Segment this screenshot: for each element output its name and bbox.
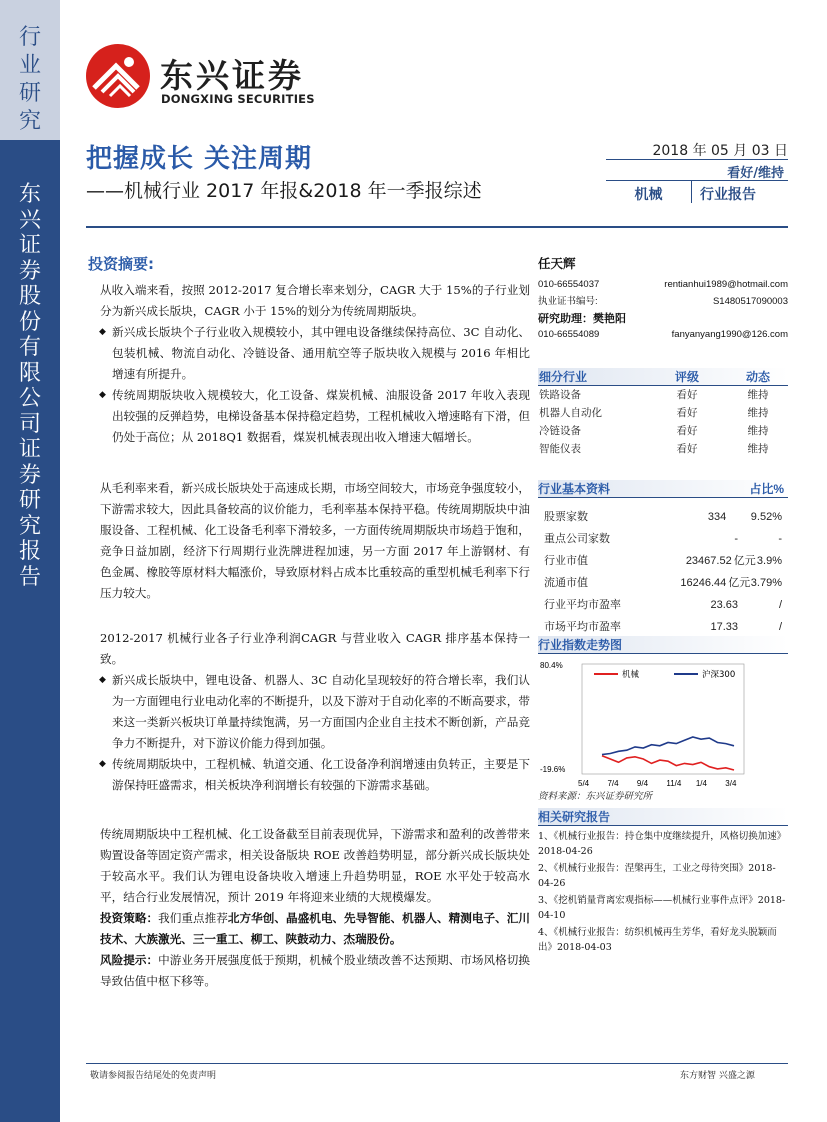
table-row: 冷链设备 看好 维持: [539, 425, 769, 437]
related-reports-header: 相关研究报告: [538, 808, 788, 826]
table-row: 铁路设备 看好 维持: [539, 389, 769, 401]
industry-rating: 看好/维持: [606, 160, 788, 181]
analyst-phone: 010-66554037: [538, 279, 600, 290]
table-row: 流通市值 16246.44 亿元 3.79%: [544, 576, 782, 589]
assistant-phone: 010-66554089: [538, 329, 600, 340]
report-meta-box: [606, 140, 788, 203]
report-title: 把握成长 关注周期: [86, 144, 313, 174]
related-report-list: [538, 830, 788, 955]
x-tick-label: 5/4: [578, 779, 590, 788]
x-tick-label: 7/4: [607, 779, 619, 788]
series-line-1: [602, 737, 734, 755]
summary-profit-block: [100, 628, 530, 796]
footer-divider: [86, 1063, 788, 1064]
legend-label: 沪深300: [702, 670, 736, 680]
table-row: 行业市值 23467.52 亿元 3.9%: [544, 554, 782, 567]
x-tick-label: 9/4: [636, 779, 649, 788]
series-line-0: [602, 756, 734, 770]
side-label-company: 东 兴 证 券 股 份 有 限 公 司 证 券 研 究 报 告: [18, 182, 41, 590]
table-row: 重点公司家数 - -: [544, 532, 782, 545]
industry-basics-table: [538, 480, 788, 638]
x-tick-label: 11/4: [666, 779, 682, 788]
table-row: 行业平均市盈率 23.63 /: [544, 598, 782, 611]
assistant-name: 研究助理：樊艳阳: [538, 313, 626, 325]
related-reports: [538, 808, 788, 958]
y-tick-label: 80.4%: [540, 661, 563, 670]
logo-cn-text: 东兴证券: [160, 56, 304, 95]
trend-chart-header: 行业指数走势图: [538, 636, 788, 654]
para-profit: 2012-2017 机械行业各子行业净利润CAGR 与营业收入 CAGR 排序基本保持一致。: [100, 631, 530, 666]
related-report-item[interactable]: 4、《机械行业报告：纺织机械再生芳华，看好龙头脱颖而出》2018-04-03: [538, 927, 777, 953]
cert-number: S1480517090003: [712, 296, 788, 307]
industry-tag: 机械: [606, 181, 692, 203]
footer-slogan: 东方财智 兴盛之源: [680, 1071, 755, 1081]
para-revenue: 从收入端来看，按照 2012-2017 复合增长率来划分，CAGR 大于 15%的子行业划分为新兴成长版块，CAGR 小于 15%的划分为传统周期版块。: [100, 283, 530, 318]
index-trend-chart: [538, 656, 788, 802]
bullet-emerging-revenue: ◆ 新兴成长版块个子行业收入规模较小，其中锂电设备继续保持高位、3C 自动化、包装机械、物流自动化、冷链设备、通用航空等子版块收入规模与 2016 年相比增速有所提升。: [100, 322, 530, 385]
side-label-industry-research: 行 业 研 究: [18, 25, 41, 134]
para-roe: 传统周期版块中工程机械、化工设备截至目前表现优异，下游需求和盈利的改善带来购置设备等固定资产需求，相关设备版块 ROE 改善趋势明显，部分新兴成长版块处于较高水平。我们认为锂电设备块收入增速上升趋势明显，ROE 水平处于较高水平，结合行业发展情况，预计 2019 年将迎来业绩的大规模爆发。: [100, 827, 530, 904]
cert-label: 执业证书编号:: [538, 296, 598, 307]
related-report-item[interactable]: 1、《机械行业报告：持仓集中度继续提升，风格切换加速》2018-04-26: [538, 831, 787, 857]
analyst-email[interactable]: rentianhui1989@hotmail.com: [664, 279, 788, 290]
report-type-tag: 行业报告: [700, 187, 756, 203]
table-row: 市场平均市盈率 17.33 /: [544, 620, 782, 633]
bullet-emerging-profit: ◆ 新兴成长版块中，锂电设备、机器人、3C 自动化呈现较好的符合增长率，我们认为一方面锂电行业电动化率的不断提升，以及下游对于自动化率的不断高要求，带来这一类新兴板块订单量持续饱满，另一方面国内企业自主技术不断创新，产品竞争力不断提升，对下游议价能力得到加强。: [100, 670, 530, 754]
table-row: 机器人自动化 看好 维持: [539, 407, 769, 419]
header-divider: [86, 226, 788, 228]
summary-roe-block: [100, 824, 530, 992]
assistant-email[interactable]: fanyanyang1990@126.com: [671, 329, 788, 340]
para-risk: 风险提示：中游业务开展强度低于预期，机械个股业绩改善不达预期、市场风格切换导致估值中枢下移等。: [100, 953, 530, 988]
table-row: 智能仪表 看好 维持: [539, 443, 769, 455]
logo-en-text: DONGXING SECURITIES: [161, 92, 315, 106]
related-report-item[interactable]: 3、《挖机销量背离宏观指标——机械行业事件点评》2018-04-10: [538, 895, 786, 921]
summary-revenue-block: [100, 280, 530, 448]
investment-summary-heading: 投资摘要:: [88, 255, 154, 273]
report-tags: [606, 181, 788, 203]
analyst-name: 任天辉: [538, 257, 576, 271]
table-row: 股票家数 334 9.52%: [544, 510, 782, 523]
report-subtitle: ——机械行业 2017 年报&2018 年一季报综述: [86, 180, 482, 202]
basics-table-header: 行业基本资料 占比%: [538, 480, 788, 498]
chart-source-note: 资料来源：东兴证券研究所: [538, 791, 653, 802]
x-tick-label: 3/4: [725, 779, 737, 788]
para-strategy: 投资策略：我们重点推荐北方华创、晶盛机电、先导智能、机器人、精测电子、汇川技术、大族激光、三一重工、柳工、陕鼓动力、杰瑞股份。: [100, 911, 530, 946]
bullet-cyclical-profit: ◆ 传统周期版块中，工程机械、轨道交通、化工设备净利润增速由负转正，主要是下游保持旺盛需求，相关板块净利润增长有较强的下游需求基础。: [100, 754, 530, 796]
index-trend-section: [538, 636, 788, 802]
footer-disclaimer: 敬请参阅报告结尾处的免责声明: [90, 1071, 217, 1081]
company-logo: [86, 44, 346, 110]
related-report-item[interactable]: 2、《机械行业报告：涅槃再生，工业之母待突围》2018-04-26: [538, 863, 776, 889]
legend-label: 机械: [622, 670, 640, 680]
ratings-table: [538, 368, 788, 458]
logo-mark-icon: [86, 44, 150, 108]
summary-margin-block: [100, 478, 530, 604]
report-date: 2018 年 05 月 03 日: [606, 140, 788, 160]
para-margin: 从毛利率来看，新兴成长版块处于高速成长期，市场空间较大，市场竞争强度较小，下游需求较大，因此具备较高的议价能力，毛利率基本保持平稳。传统周期版块中油服设备、工程机械、化工设备毛利率下滑较多，一方面传统周期版块市场趋于饱和，竞争日益加剧，经济下行周期行业洗牌进程加速，另一方面 2017 年上游钢材、有色金属、橡胶等原材料大幅涨价，导致原材料占成本比重较高的重型机械毛利率下行压力较大。: [100, 481, 530, 600]
y-tick-label: -19.6%: [540, 765, 566, 774]
ratings-table-header: 细分行业 评级 动态: [538, 368, 788, 386]
bullet-cyclical-revenue: ◆ 传统周期版块收入规模较大，化工设备、煤炭机械、油服设备 2017 年收入表现出较强的反弹趋势，电梯设备基本保持稳定趋势，工程机械收入增速略有下滑，但仍处于高位；从 2018Q1 数据看，煤炭机械表现出收入增速大幅增长。: [100, 385, 530, 448]
x-tick-label: 1/4: [695, 779, 707, 788]
analyst-block: [538, 254, 788, 343]
